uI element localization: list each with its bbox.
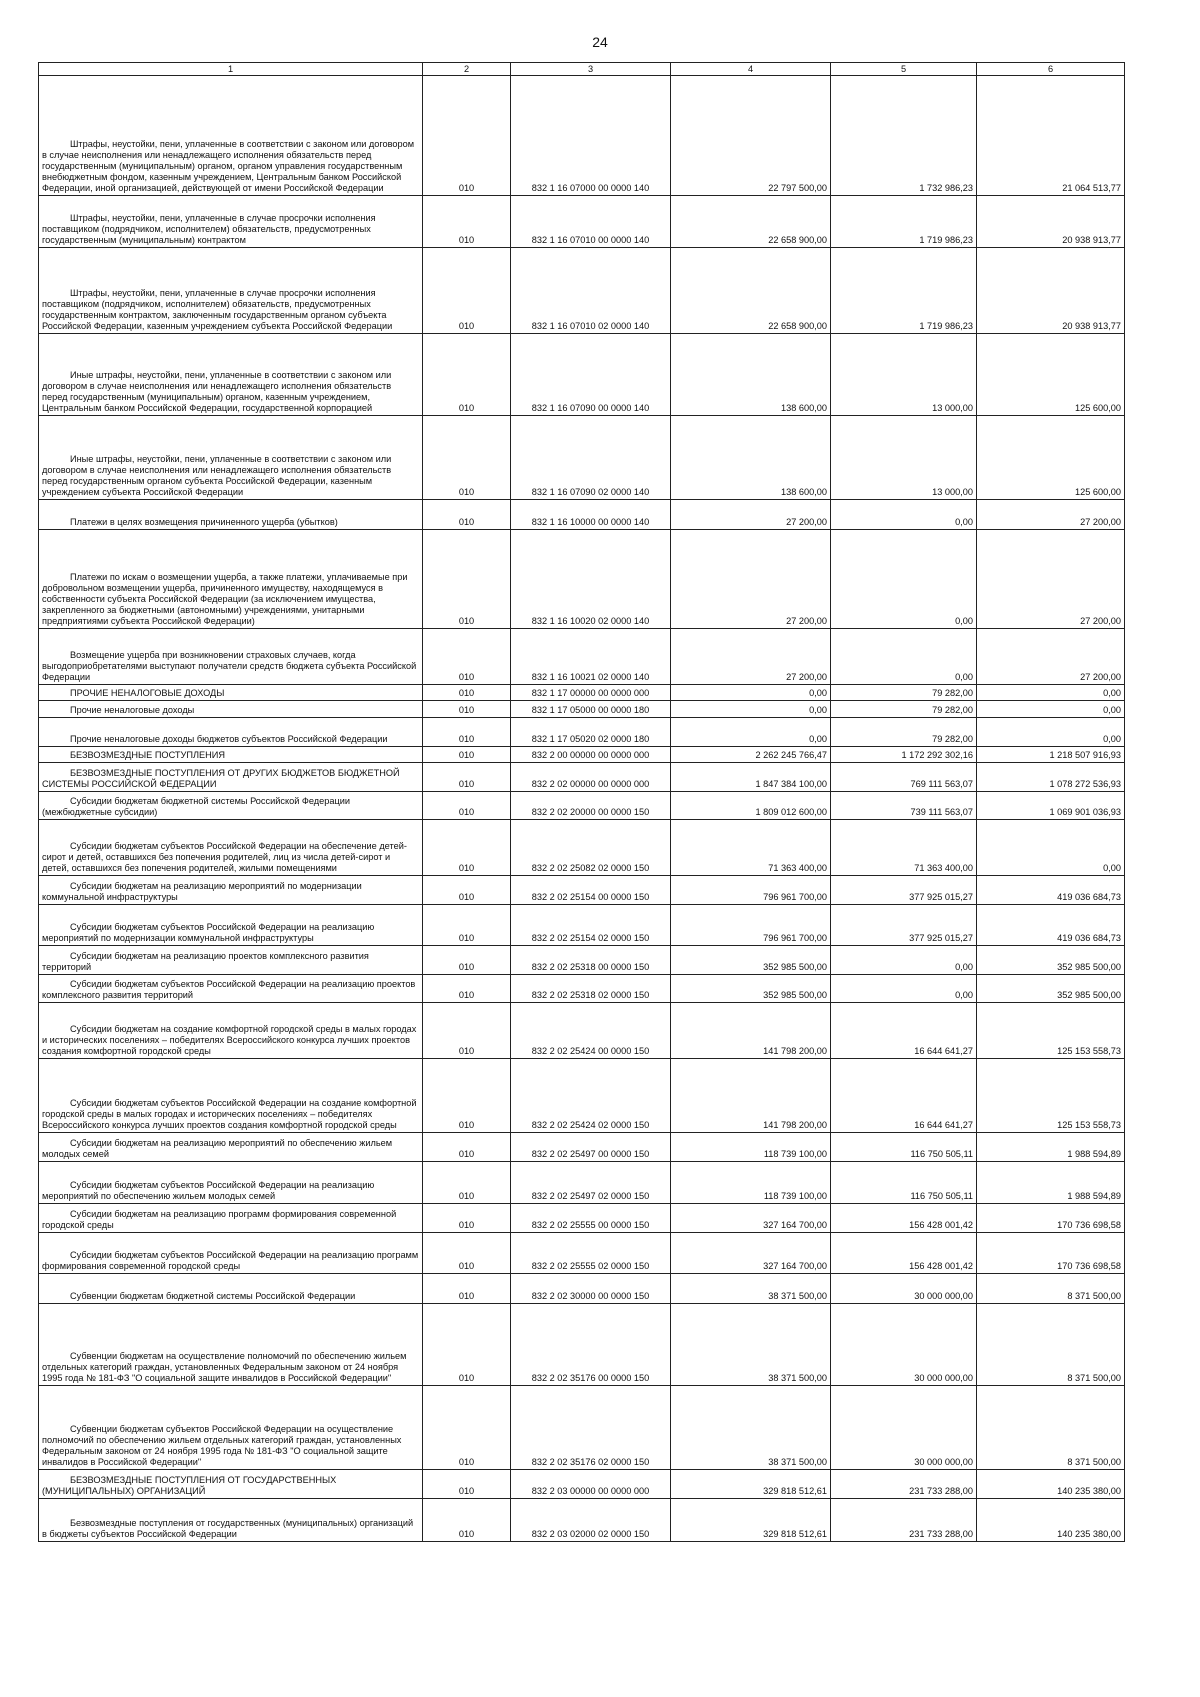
- row-name: [39, 701, 423, 718]
- row-unexecuted-amount: 352 985 500,00: [977, 975, 1125, 1003]
- table-row: [39, 1499, 1125, 1542]
- row-budget-code: 832 2 02 25154 02 0000 150: [511, 905, 671, 946]
- row-budget-code: 832 1 16 10021 02 0000 140: [511, 629, 671, 685]
- table-row: [39, 905, 1125, 946]
- row-line-code: 010: [423, 196, 511, 248]
- row-name: [39, 196, 423, 248]
- row-budget-code: 832 2 02 25082 02 0000 150: [511, 820, 671, 876]
- row-name: [39, 1003, 423, 1059]
- row-name-text: БЕЗВОЗМЕЗДНЫЕ ПОСТУПЛЕНИЯ ОТ ДРУГИХ БЮДЖЕТОВ БЮДЖЕТНОЙ СИСТЕМЫ РОССИЙСКОЙ ФЕДЕРАЦИИ: [42, 768, 400, 789]
- page-number: 24: [592, 34, 608, 50]
- row-name: [39, 905, 423, 946]
- row-budget-code: 832 2 02 25555 02 0000 150: [511, 1233, 671, 1274]
- row-approved-amount: 1 809 012 600,00: [671, 792, 831, 820]
- row-name-text: БЕЗВОЗМЕЗДНЫЕ ПОСТУПЛЕНИЯ: [70, 750, 225, 760]
- column-header: 4: [671, 63, 831, 76]
- row-approved-amount: 2 262 245 766,47: [671, 747, 831, 763]
- row-unexecuted-amount: 1 078 272 536,93: [977, 763, 1125, 792]
- row-name-text: Субсидии бюджетам субъектов Российской Федерации на создание комфортной городской среды в малых городах и исторических поселениях – победителях Всероссийского конкурса лучших проектов создания комфортной городской среды: [42, 1098, 417, 1130]
- row-unexecuted-amount: 27 200,00: [977, 500, 1125, 530]
- row-name-text: Субсидии бюджетам на реализацию мероприятий по модернизации коммунальной инфраструктуры: [42, 881, 362, 902]
- row-budget-code: 832 2 02 25424 00 0000 150: [511, 1003, 671, 1059]
- row-unexecuted-amount: 125 600,00: [977, 416, 1125, 500]
- row-name-text: Субвенции бюджетам субъектов Российской Федерации на осуществление полномочий по обеспечению жильем отдельных категорий граждан, установленных Федеральным законом от 24 ноября 1995 года № 181-ФЗ "О социальной защите инвалидов в Российской Федерации": [42, 1424, 402, 1467]
- table-row: [39, 1470, 1125, 1499]
- row-executed-amount: 0,00: [831, 629, 977, 685]
- row-unexecuted-amount: 170 736 698,58: [977, 1204, 1125, 1233]
- table-row: [39, 1059, 1125, 1133]
- row-approved-amount: 22 658 900,00: [671, 196, 831, 248]
- row-approved-amount: 138 600,00: [671, 416, 831, 500]
- row-line-code: 010: [423, 1499, 511, 1542]
- row-executed-amount: 1 719 986,23: [831, 196, 977, 248]
- row-name-text: Штрафы, неустойки, пени, уплаченные в соответствии с законом или договором в случае неисполнения или ненадлежащего исполнения обязательств перед государственным (муниципальным) органом, органом управления государственным внебюджетным фондом, казенным учреждением, Центральным банком Российской Федерации, иной организацией, действующей от имени Российской Федерации: [42, 139, 415, 193]
- row-unexecuted-amount: 8 371 500,00: [977, 1386, 1125, 1470]
- row-name-text: Субсидии бюджетам на реализацию проектов комплексного развития территорий: [42, 951, 369, 972]
- row-unexecuted-amount: 1 069 901 036,93: [977, 792, 1125, 820]
- row-line-code: 010: [423, 1386, 511, 1470]
- table-row: [39, 701, 1125, 718]
- row-executed-amount: 0,00: [831, 975, 977, 1003]
- row-unexecuted-amount: 125 600,00: [977, 334, 1125, 416]
- row-name-text: Субсидии бюджетам бюджетной системы Российской Федерации (межбюджетные субсидии): [42, 796, 350, 817]
- row-line-code: 010: [423, 530, 511, 629]
- row-name: [39, 747, 423, 763]
- row-name: [39, 820, 423, 876]
- table-body: [39, 76, 1125, 1542]
- table-row: [39, 718, 1125, 747]
- row-executed-amount: 13 000,00: [831, 334, 977, 416]
- row-executed-amount: 79 282,00: [831, 685, 977, 701]
- row-name: [39, 1162, 423, 1204]
- table-row: [39, 76, 1125, 196]
- row-executed-amount: 769 111 563,07: [831, 763, 977, 792]
- row-executed-amount: 1 172 292 302,16: [831, 747, 977, 763]
- row-executed-amount: 116 750 505,11: [831, 1162, 977, 1204]
- row-unexecuted-amount: 0,00: [977, 701, 1125, 718]
- row-budget-code: 832 2 03 02000 02 0000 150: [511, 1499, 671, 1542]
- table-row: [39, 334, 1125, 416]
- row-unexecuted-amount: 1 218 507 916,93: [977, 747, 1125, 763]
- row-executed-amount: 0,00: [831, 946, 977, 975]
- row-executed-amount: 13 000,00: [831, 416, 977, 500]
- row-name-text: Субсидии бюджетам на реализацию программ формирования современной городской среды: [42, 1209, 397, 1230]
- row-name: [39, 946, 423, 975]
- row-executed-amount: 156 428 001,42: [831, 1204, 977, 1233]
- row-unexecuted-amount: 1 988 594,89: [977, 1162, 1125, 1204]
- table-row: [39, 792, 1125, 820]
- row-line-code: 010: [423, 975, 511, 1003]
- row-budget-code: 832 2 02 25497 00 0000 150: [511, 1133, 671, 1162]
- row-unexecuted-amount: 352 985 500,00: [977, 946, 1125, 975]
- row-line-code: 010: [423, 718, 511, 747]
- row-unexecuted-amount: 140 235 380,00: [977, 1499, 1125, 1542]
- row-name-text: Субвенции бюджетам бюджетной системы Российской Федерации: [70, 1291, 356, 1301]
- table-row: [39, 1133, 1125, 1162]
- row-name-text: Платежи по искам о возмещении ущерба, а также платежи, уплачиваемые при добровольном возмещении ущерба, причиненного имуществу, находящемуся в собственности субъекта Российской Федерации (за исключением имущества, закрепленного за бюджетными (автономными) учреждениями, унитарными предприятиями субъекта Российской Федерации): [42, 572, 408, 626]
- row-name: [39, 416, 423, 500]
- row-name: [39, 500, 423, 530]
- row-approved-amount: 327 164 700,00: [671, 1204, 831, 1233]
- row-budget-code: 832 1 16 10000 00 0000 140: [511, 500, 671, 530]
- row-name-text: Прочие неналоговые доходы: [70, 705, 195, 715]
- row-executed-amount: 0,00: [831, 500, 977, 530]
- row-executed-amount: 79 282,00: [831, 718, 977, 747]
- row-line-code: 010: [423, 1162, 511, 1204]
- row-name: [39, 1499, 423, 1542]
- row-line-code: 010: [423, 763, 511, 792]
- row-name: [39, 1386, 423, 1470]
- row-unexecuted-amount: 27 200,00: [977, 530, 1125, 629]
- row-name-text: БЕЗВОЗМЕЗДНЫЕ ПОСТУПЛЕНИЯ ОТ ГОСУДАРСТВЕННЫХ (МУНИЦИПАЛЬНЫХ) ОРГАНИЗАЦИЙ: [42, 1475, 337, 1496]
- row-name-text: Штрафы, неустойки, пени, уплаченные в случае просрочки исполнения поставщиком (подрядчиком, исполнителем) обязательств, предусмотренных государственным контрактом, заключенным государственным органом субъекта Российской Федерации, казенным учреждением субъекта Российской Федерации: [42, 288, 393, 331]
- row-name-text: Субсидии бюджетам субъектов Российской Федерации на реализацию мероприятий по модернизации коммунальной инфраструктуры: [42, 922, 375, 943]
- row-name-text: Штрафы, неустойки, пени, уплаченные в случае просрочки исполнения поставщиком (подрядчиком, исполнителем) обязательств, предусмотренных государственным (муниципальным) контрактом: [42, 213, 376, 245]
- row-line-code: 010: [423, 905, 511, 946]
- row-approved-amount: 0,00: [671, 718, 831, 747]
- row-approved-amount: 141 798 200,00: [671, 1059, 831, 1133]
- table-row: [39, 530, 1125, 629]
- row-name-text: Безвозмездные поступления от государственных (муниципальных) организаций в бюджеты субъектов Российской Федерации: [42, 1518, 414, 1539]
- row-line-code: 010: [423, 1274, 511, 1304]
- row-line-code: 010: [423, 248, 511, 334]
- row-executed-amount: 30 000 000,00: [831, 1386, 977, 1470]
- row-name-text: Субсидии бюджетам на реализацию мероприятий по обеспечению жильем молодых семей: [42, 1138, 393, 1159]
- row-executed-amount: 231 733 288,00: [831, 1470, 977, 1499]
- table-row: [39, 248, 1125, 334]
- row-budget-code: 832 1 17 05020 02 0000 180: [511, 718, 671, 747]
- row-approved-amount: 141 798 200,00: [671, 1003, 831, 1059]
- row-budget-code: 832 1 16 10020 02 0000 140: [511, 530, 671, 629]
- row-name: [39, 1274, 423, 1304]
- table-row: [39, 196, 1125, 248]
- row-name: [39, 1470, 423, 1499]
- row-unexecuted-amount: 125 153 558,73: [977, 1059, 1125, 1133]
- row-line-code: 010: [423, 1133, 511, 1162]
- table-row: [39, 946, 1125, 975]
- column-header: 6: [977, 63, 1125, 76]
- row-budget-code: 832 2 03 00000 00 0000 000: [511, 1470, 671, 1499]
- row-unexecuted-amount: 8 371 500,00: [977, 1304, 1125, 1386]
- row-executed-amount: 377 925 015,27: [831, 905, 977, 946]
- row-name: [39, 530, 423, 629]
- row-line-code: 010: [423, 820, 511, 876]
- row-approved-amount: 138 600,00: [671, 334, 831, 416]
- row-approved-amount: 27 200,00: [671, 629, 831, 685]
- row-budget-code: 832 2 02 30000 00 0000 150: [511, 1274, 671, 1304]
- row-budget-code: 832 2 02 00000 00 0000 000: [511, 763, 671, 792]
- row-approved-amount: 22 658 900,00: [671, 248, 831, 334]
- row-unexecuted-amount: 1 988 594,89: [977, 1133, 1125, 1162]
- column-header: 5: [831, 63, 977, 76]
- row-line-code: 010: [423, 334, 511, 416]
- row-executed-amount: 71 363 400,00: [831, 820, 977, 876]
- row-approved-amount: 796 961 700,00: [671, 905, 831, 946]
- row-name: [39, 76, 423, 196]
- row-budget-code: 832 1 16 07010 02 0000 140: [511, 248, 671, 334]
- row-budget-code: 832 2 02 25555 00 0000 150: [511, 1204, 671, 1233]
- row-executed-amount: 16 644 641,27: [831, 1003, 977, 1059]
- row-line-code: 010: [423, 1204, 511, 1233]
- row-name: [39, 1233, 423, 1274]
- budget-table: [38, 62, 1125, 1542]
- row-budget-code: 832 1 16 07090 00 0000 140: [511, 334, 671, 416]
- row-executed-amount: 377 925 015,27: [831, 876, 977, 905]
- row-line-code: 010: [423, 629, 511, 685]
- row-name-text: Субвенции бюджетам на осуществление полномочий по обеспечению жильем отдельных категорий граждан, установленных Федеральным законом от 24 ноября 1995 года № 181-ФЗ "О социальной защите инвалидов в Российской Федерации": [42, 1351, 407, 1383]
- row-approved-amount: 0,00: [671, 685, 831, 701]
- row-name: [39, 718, 423, 747]
- row-name: [39, 763, 423, 792]
- row-name-text: Платежи в целях возмещения причиненного ущерба (убытков): [70, 517, 338, 527]
- row-name: [39, 1059, 423, 1133]
- row-unexecuted-amount: 125 153 558,73: [977, 1003, 1125, 1059]
- row-name: [39, 1304, 423, 1386]
- row-unexecuted-amount: 140 235 380,00: [977, 1470, 1125, 1499]
- row-unexecuted-amount: 20 938 913,77: [977, 196, 1125, 248]
- row-name-text: Возмещение ущерба при возникновении страховых случаев, когда выгодоприобретателями выступают получатели средств бюджета субъекта Российской Федерации: [42, 650, 417, 682]
- row-executed-amount: 30 000 000,00: [831, 1304, 977, 1386]
- row-budget-code: 832 2 02 25497 02 0000 150: [511, 1162, 671, 1204]
- row-name-text: Субсидии бюджетам субъектов Российской Федерации на реализацию проектов комплексного развития территорий: [42, 979, 416, 1000]
- table-row: [39, 1304, 1125, 1386]
- row-name: [39, 975, 423, 1003]
- row-name: [39, 876, 423, 905]
- row-name: [39, 248, 423, 334]
- row-approved-amount: 71 363 400,00: [671, 820, 831, 876]
- row-name: [39, 685, 423, 701]
- row-budget-code: 832 2 02 35176 00 0000 150: [511, 1304, 671, 1386]
- row-executed-amount: 156 428 001,42: [831, 1233, 977, 1274]
- row-budget-code: 832 2 02 25154 00 0000 150: [511, 876, 671, 905]
- row-approved-amount: 38 371 500,00: [671, 1304, 831, 1386]
- row-executed-amount: 739 111 563,07: [831, 792, 977, 820]
- header-row: [39, 63, 1125, 76]
- row-approved-amount: 38 371 500,00: [671, 1386, 831, 1470]
- row-name-text: Иные штрафы, неустойки, пени, уплаченные в соответствии с законом или договором в случае неисполнения или ненадлежащего исполнения обязательств перед государственным (муниципальным) органом, казенным учреждением, Центральным банком Российской Федерации, государственной корпорацией: [42, 370, 392, 413]
- row-unexecuted-amount: 419 036 684,73: [977, 905, 1125, 946]
- row-budget-code: 832 2 02 25318 00 0000 150: [511, 946, 671, 975]
- table-row: [39, 763, 1125, 792]
- table-row: [39, 629, 1125, 685]
- row-name-text: Субсидии бюджетам субъектов Российской Федерации на реализацию программ формирования современной городской среды: [42, 1250, 419, 1271]
- row-name-text: ПРОЧИЕ НЕНАЛОГОВЫЕ ДОХОДЫ: [70, 688, 225, 698]
- row-line-code: 010: [423, 946, 511, 975]
- row-executed-amount: 116 750 505,11: [831, 1133, 977, 1162]
- row-budget-code: 832 1 17 00000 00 0000 000: [511, 685, 671, 701]
- row-line-code: 010: [423, 1059, 511, 1133]
- row-unexecuted-amount: 27 200,00: [977, 629, 1125, 685]
- table-row: [39, 1162, 1125, 1204]
- row-budget-code: 832 1 16 07090 02 0000 140: [511, 416, 671, 500]
- row-approved-amount: 796 961 700,00: [671, 876, 831, 905]
- row-line-code: 010: [423, 500, 511, 530]
- row-line-code: 010: [423, 1003, 511, 1059]
- row-budget-code: 832 2 02 25424 02 0000 150: [511, 1059, 671, 1133]
- row-approved-amount: 118 739 100,00: [671, 1162, 831, 1204]
- row-budget-code: 832 1 16 07000 00 0000 140: [511, 76, 671, 196]
- row-executed-amount: 1 732 986,23: [831, 76, 977, 196]
- table-row: [39, 500, 1125, 530]
- row-approved-amount: 329 818 512,61: [671, 1470, 831, 1499]
- row-name-text: Иные штрафы, неустойки, пени, уплаченные в соответствии с законом или договором в случае неисполнения или ненадлежащего исполнения обязательств перед государственным органом субъекта Российской Федерации, казенным учреждением субъекта Российской Федерации: [42, 454, 392, 497]
- row-budget-code: 832 2 02 35176 02 0000 150: [511, 1386, 671, 1470]
- row-line-code: 010: [423, 685, 511, 701]
- row-unexecuted-amount: 8 371 500,00: [977, 1274, 1125, 1304]
- row-name-text: Субсидии бюджетам субъектов Российской Федерации на обеспечение детей-сирот и детей, оставшихся без попечения родителей, лиц из числа детей-сирот и детей, оставшихся без попечения родителей, жилыми помещениями: [42, 841, 407, 873]
- row-line-code: 010: [423, 701, 511, 718]
- row-unexecuted-amount: 0,00: [977, 718, 1125, 747]
- row-name: [39, 1204, 423, 1233]
- row-approved-amount: 329 818 512,61: [671, 1499, 831, 1542]
- table-row: [39, 1233, 1125, 1274]
- row-approved-amount: 327 164 700,00: [671, 1233, 831, 1274]
- table-row: [39, 1386, 1125, 1470]
- row-line-code: 010: [423, 1304, 511, 1386]
- row-name: [39, 792, 423, 820]
- row-line-code: 010: [423, 416, 511, 500]
- row-approved-amount: 38 371 500,00: [671, 1274, 831, 1304]
- row-executed-amount: 79 282,00: [831, 701, 977, 718]
- row-unexecuted-amount: 20 938 913,77: [977, 248, 1125, 334]
- row-name: [39, 1133, 423, 1162]
- row-name-text: Прочие неналоговые доходы бюджетов субъектов Российской Федерации: [70, 734, 388, 744]
- table-row: [39, 685, 1125, 701]
- row-budget-code: 832 1 17 05000 00 0000 180: [511, 701, 671, 718]
- table-row: [39, 876, 1125, 905]
- row-approved-amount: 118 739 100,00: [671, 1133, 831, 1162]
- row-name: [39, 629, 423, 685]
- table-row: [39, 416, 1125, 500]
- row-approved-amount: 352 985 500,00: [671, 975, 831, 1003]
- table-row: [39, 1204, 1125, 1233]
- row-unexecuted-amount: 170 736 698,58: [977, 1233, 1125, 1274]
- table-row: [39, 1274, 1125, 1304]
- column-header: 3: [511, 63, 671, 76]
- row-name-text: Субсидии бюджетам субъектов Российской Федерации на реализацию мероприятий по обеспечению жильем молодых семей: [42, 1180, 375, 1201]
- column-header: 2: [423, 63, 511, 76]
- row-unexecuted-amount: 419 036 684,73: [977, 876, 1125, 905]
- row-budget-code: 832 2 00 00000 00 0000 000: [511, 747, 671, 763]
- row-line-code: 010: [423, 792, 511, 820]
- table-row: [39, 1003, 1125, 1059]
- row-executed-amount: 0,00: [831, 530, 977, 629]
- column-header: 1: [39, 63, 423, 76]
- row-unexecuted-amount: 0,00: [977, 820, 1125, 876]
- row-executed-amount: 1 719 986,23: [831, 248, 977, 334]
- row-executed-amount: 231 733 288,00: [831, 1499, 977, 1542]
- row-approved-amount: 1 847 384 100,00: [671, 763, 831, 792]
- row-line-code: 010: [423, 1233, 511, 1274]
- row-budget-code: 832 1 16 07010 00 0000 140: [511, 196, 671, 248]
- row-executed-amount: 30 000 000,00: [831, 1274, 977, 1304]
- row-approved-amount: 22 797 500,00: [671, 76, 831, 196]
- table-row: [39, 975, 1125, 1003]
- row-approved-amount: 352 985 500,00: [671, 946, 831, 975]
- table-row: [39, 747, 1125, 763]
- row-approved-amount: 27 200,00: [671, 500, 831, 530]
- row-budget-code: 832 2 02 20000 00 0000 150: [511, 792, 671, 820]
- row-line-code: 010: [423, 76, 511, 196]
- row-line-code: 010: [423, 876, 511, 905]
- row-line-code: 010: [423, 1470, 511, 1499]
- row-budget-code: 832 2 02 25318 02 0000 150: [511, 975, 671, 1003]
- row-line-code: 010: [423, 747, 511, 763]
- row-approved-amount: 0,00: [671, 701, 831, 718]
- row-name-text: Субсидии бюджетам на создание комфортной городской среды в малых городах и исторических поселениях – победителях Всероссийского конкурса лучших проектов создания комфортной городской среды: [42, 1024, 417, 1056]
- row-executed-amount: 16 644 641,27: [831, 1059, 977, 1133]
- table-row: [39, 820, 1125, 876]
- row-approved-amount: 27 200,00: [671, 530, 831, 629]
- row-unexecuted-amount: 21 064 513,77: [977, 76, 1125, 196]
- row-name: [39, 334, 423, 416]
- row-unexecuted-amount: 0,00: [977, 685, 1125, 701]
